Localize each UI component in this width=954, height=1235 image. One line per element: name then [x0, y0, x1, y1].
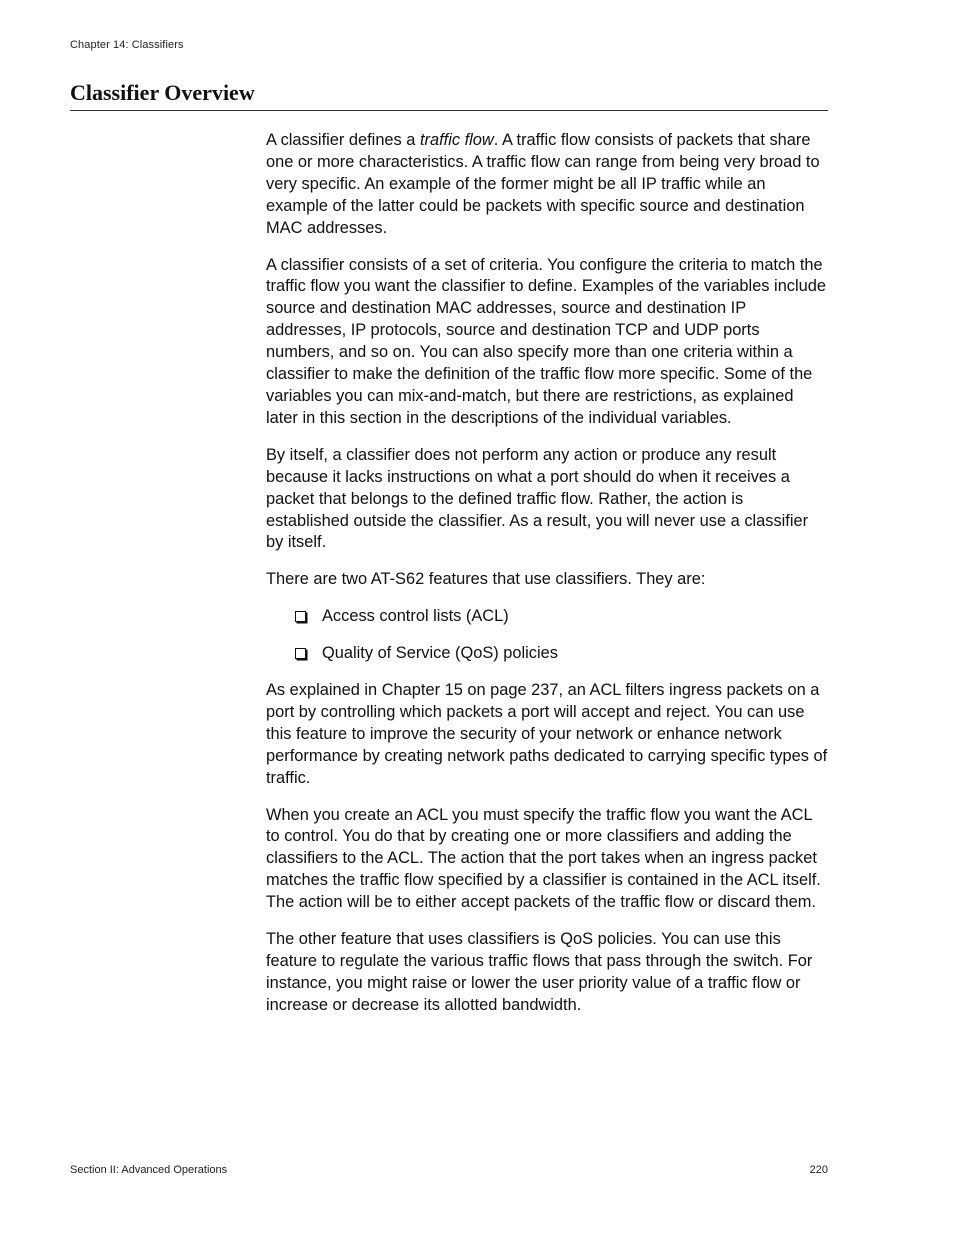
- list-item: [266, 606, 828, 628]
- paragraph-text: A classifier defines a: [266, 131, 420, 149]
- list-item-text: Quality of Service (QoS) policies: [322, 644, 558, 663]
- paragraph-acl-classifiers: When you create an ACL you must specify the traffic flow you want the ACL to control. You do that by creating one or more classifiers and adding the classifiers to the ACL. The action that the port takes when an ingress packet matches the traffic flow specified by a classifier is contained in the ACL itself. The action will be to either accept packets of the traffic flow or discard them.: [266, 805, 821, 912]
- running-head: Chapter 14: Classifiers: [70, 39, 184, 51]
- paragraph-acl: As explained in Chapter 15 on page 237, an ACL filters ingress packets on a port by controlling which packets a port will accept and reject. You can use this feature to improve the security of your network or enhance network performance by creating network paths dedicated to carrying specific types of traffic.: [266, 681, 828, 787]
- checkbox-outline-icon: [295, 648, 306, 659]
- paragraph-features-intro: There are two AT-S62 features that use classifiers. They are:: [266, 570, 706, 589]
- feature-list: [266, 606, 828, 665]
- body-text: [266, 130, 828, 1032]
- paragraph-no-action: By itself, a classifier does not perform any action or produce any result because it lacks instructions on what a port should do when it receives a packet that belongs to the defined traffic flow. Rather, the action is established outside the classifier. As a result, you will never use a classifier by itself.: [266, 445, 809, 552]
- checkbox-outline-icon: [295, 611, 306, 622]
- paragraph-text: . A traffic flow consists of packets that share one or more characteristics. A traffic flow can range from being very broad to very specific. An example of the former might be all IP traffic while an example of the latter could be packets with specific source and destination MAC addresses.: [266, 131, 820, 237]
- paragraph-qos: The other feature that uses classifiers is QoS policies. You can use this feature to regulate the various traffic flows that pass through the switch. For instance, you might raise or lower the user priority value of a traffic flow or increase or decrease its allotted bandwidth.: [266, 930, 813, 1014]
- list-item-text: Access control lists (ACL): [322, 607, 509, 626]
- page-number: 220: [809, 1164, 828, 1176]
- paragraph-traffic-flow: [266, 130, 828, 240]
- section-title: Classifier Overview: [70, 80, 828, 111]
- paragraph-criteria: A classifier consists of a set of criteria. You configure the criteria to match the traffic flow you want the classifier to define. Examples of the variables include source and destination MAC addresses, source and destination IP addresses, IP protocols, source and destination TCP and UDP ports numbers, and so on. You can also specify more than one criteria within a classifier to make the definition of the traffic flow more specific. Some of the variables you can mix-and-match, but there are restrictions, as explained later in this section in the descriptions of the individual variables.: [266, 255, 826, 427]
- list-item: [266, 643, 828, 665]
- footer-section-label: Section II: Advanced Operations: [70, 1164, 228, 1176]
- emphasized-term: traffic flow: [419, 131, 494, 149]
